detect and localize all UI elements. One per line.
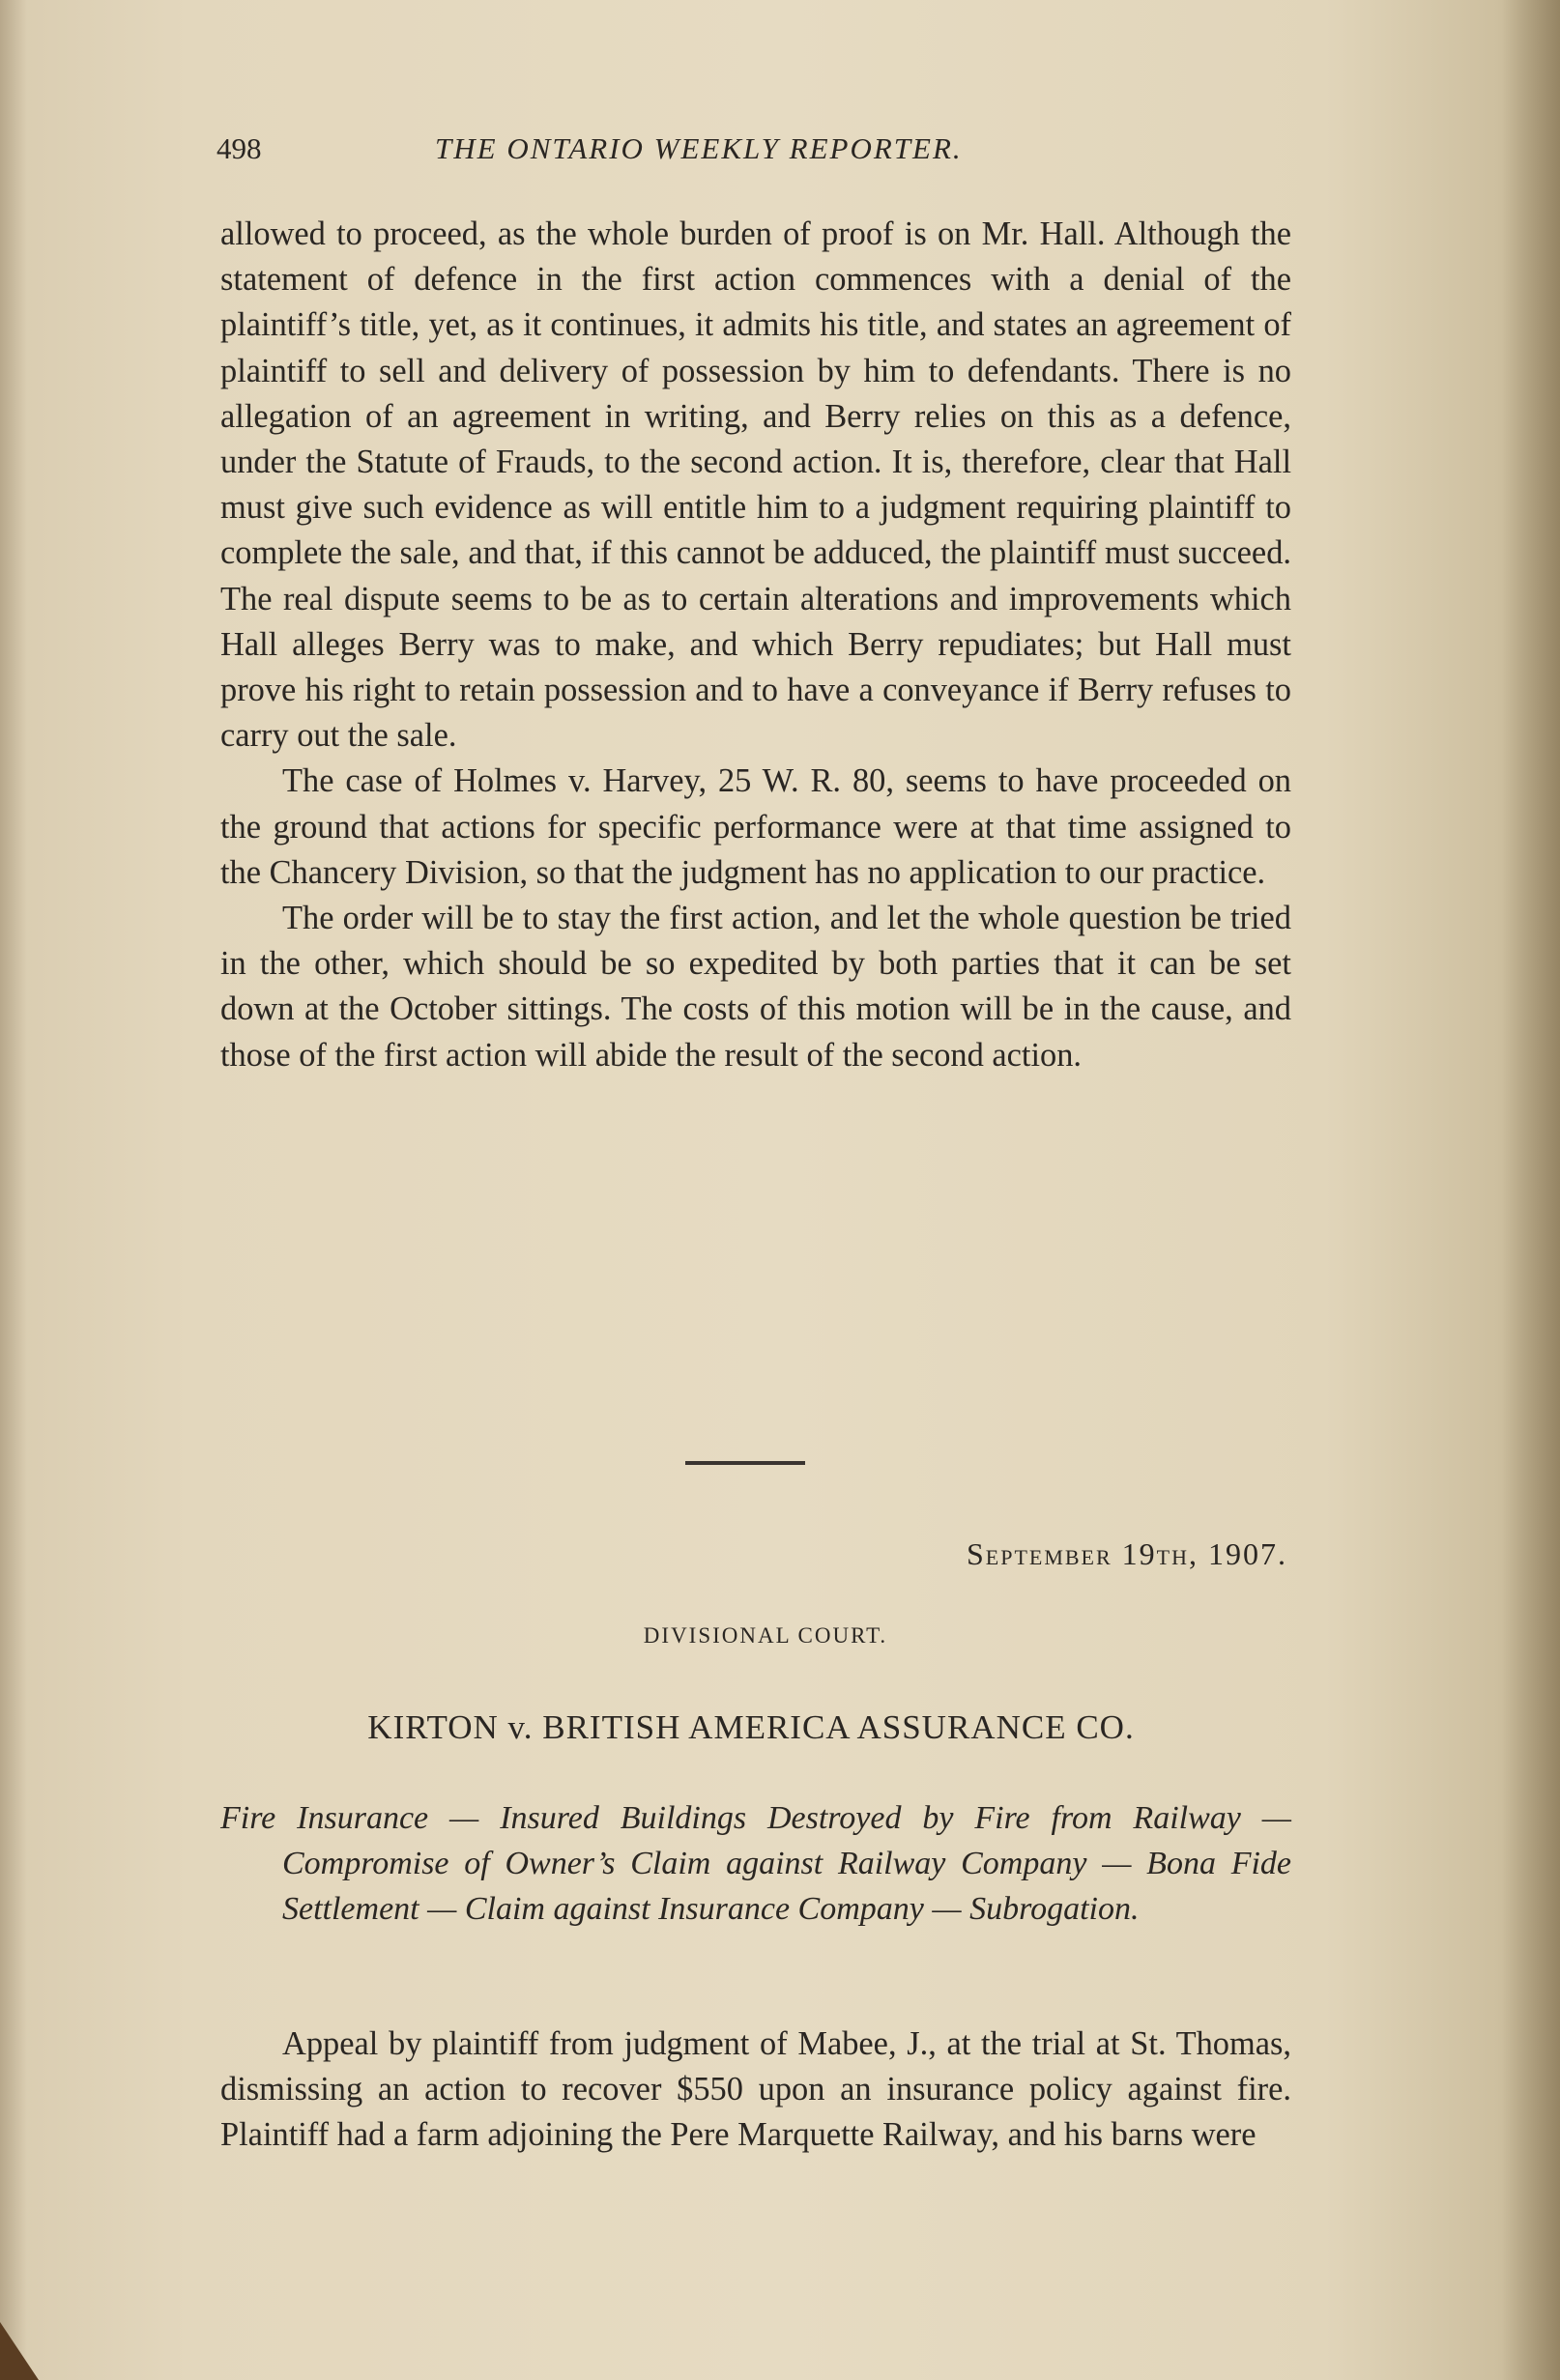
page-header bbox=[217, 129, 1299, 178]
case-title bbox=[0, 1708, 1560, 1747]
court-heading-text: DIVISIONAL COURT. bbox=[643, 1623, 888, 1648]
page-edge-shadow bbox=[1502, 0, 1560, 2380]
headnote: Fire Insurance — Insured Buildings Destroyed by Fire from Railway — Compromise of Owner’s Claim against Railway Company — Bona Fide Settlement — Claim against Insurance Company — Subrogation. bbox=[220, 1800, 1291, 1927]
main-text bbox=[220, 212, 1291, 1078]
case-title-text: KIRTON v. BRITISH AMERICA ASSURANCE CO. bbox=[367, 1708, 1135, 1746]
paragraph: The order will be to stay the first action, and let the whole question be tried in the other, which should be so expedited by both parties that it can be set down at the October sittings. The costs of this motion will be in the cause, and those of the first action will abide the result of the second action. bbox=[220, 900, 1291, 1074]
page-corner bbox=[0, 2322, 39, 2380]
court-heading bbox=[0, 1623, 1560, 1649]
paragraph: Appeal by plaintiff from judgment of Mabee, J., at the trial at St. Thomas, dismissing an action to recover $550 upon an insurance policy against fire. Plaintiff had a farm adjoining the Pere Marquette Railway, and his barns were bbox=[220, 2025, 1291, 2154]
section-divider bbox=[685, 1461, 805, 1465]
page-number: 498 bbox=[217, 131, 262, 165]
paragraph: allowed to proceed, as the whole burden of proof is on Mr. Hall. Although the statement of defence in the first action commences with a denial of the plaintiff’s title, yet, as it continues, it admits his title, and states an agreement of plaintiff to sell and delivery of possession by him to defendants. There is no allegation of an agreement in writing, and Berry relies on this as a defence, under the Statute of Frauds, to the second action. It is, therefore, clear that Hall must give such evidence as will entitle him to a judgment requiring plaintiff to complete the sale, and that, if this cannot be adduced, the plaintiff must succeed. The real dispute seems to be as to certain alterations and improvements which Hall alleges Berry was to make, and which Berry repudiates; but Hall must prove his right to retain possession and to have a conveyance if Berry refuses to carry out the sale. bbox=[220, 215, 1291, 755]
case-text bbox=[220, 2022, 1291, 2159]
dateline: September 19th, 1907. bbox=[966, 1536, 1287, 1571]
paragraph: The case of Holmes v. Harvey, 25 W. R. 80, seems to have proceeded on the ground that actions for specific performance were at that time assigned to the Chancery Division, so that the judgment has no application to our practice. bbox=[220, 762, 1291, 891]
binding-shadow bbox=[0, 0, 27, 2380]
running-head: THE ONTARIO WEEKLY REPORTER. bbox=[435, 131, 963, 165]
